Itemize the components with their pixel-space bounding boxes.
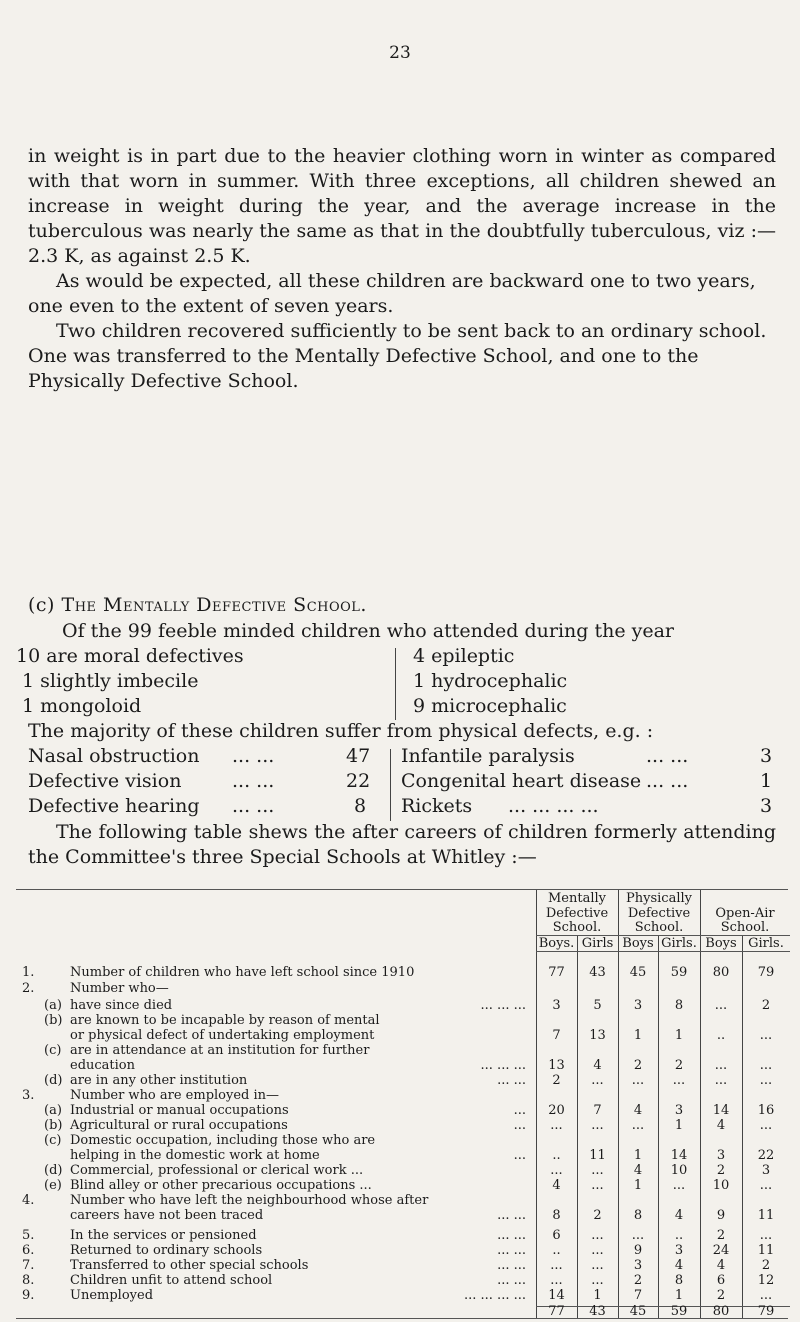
row-4-value-1: 13 xyxy=(589,1028,606,1043)
row-12-value-2: 1 xyxy=(633,1148,643,1163)
row-13-label: Commercial, professional or clerical work ... xyxy=(70,1163,364,1178)
sub-header-0: Boys. xyxy=(538,936,575,951)
row-17-value-5: ... xyxy=(759,1228,773,1243)
row-12-label: helping in the domestic work at home xyxy=(70,1148,320,1163)
row-10-num: (b) xyxy=(44,1118,63,1133)
row-18-value-0: .. xyxy=(552,1243,561,1258)
row-2-value-2: 3 xyxy=(633,998,643,1013)
row-0-value-2: 45 xyxy=(629,965,647,980)
row-20-value-3: 8 xyxy=(674,1273,684,1288)
row-10-dots: ... xyxy=(513,1118,526,1133)
group-header-mentally-3: School. xyxy=(552,920,602,935)
row-9-value-2: 4 xyxy=(633,1103,643,1118)
row-1-num: 2. xyxy=(22,981,35,996)
row-17-value-3: .. xyxy=(674,1228,684,1243)
sub-header-3: Girls. xyxy=(661,936,697,951)
row-5-label: are in attendance at an institution for further xyxy=(70,1043,370,1058)
total-3: 59 xyxy=(670,1304,688,1319)
row-18-value-1: ... xyxy=(591,1243,604,1258)
row-7-value-1: ... xyxy=(591,1073,604,1088)
row-10-value-5: ... xyxy=(759,1118,773,1133)
row-18-value-4: 24 xyxy=(712,1243,730,1258)
row-4-value-5: ... xyxy=(759,1028,773,1043)
group-header-mentally-2: Defective xyxy=(545,906,609,921)
total-0: 77 xyxy=(548,1304,565,1319)
row-14-value-3: ... xyxy=(672,1178,686,1193)
row-9-value-4: 14 xyxy=(712,1103,730,1118)
row-9-value-0: 20 xyxy=(548,1103,565,1118)
page-number: 23 xyxy=(389,43,411,63)
row-7-value-3: ... xyxy=(672,1073,686,1088)
defect-vision-label: Defective vision xyxy=(28,770,182,792)
defect-rickets-label: Rickets xyxy=(401,795,473,817)
section-heading xyxy=(28,594,367,616)
group-header-physically-1: Physically xyxy=(626,891,692,906)
row-6-value-4: ... xyxy=(714,1058,728,1073)
defect-vision-dots: ... ... xyxy=(232,770,275,792)
row-20-value-2: 2 xyxy=(633,1273,643,1288)
row-9-value-3: 3 xyxy=(674,1103,684,1118)
row-4-value-3: 1 xyxy=(674,1028,684,1043)
defect-vision-value: 22 xyxy=(346,770,371,792)
row-4-label: or physical defect of undertaking employment xyxy=(70,1028,375,1043)
row-13-value-3: 10 xyxy=(670,1163,688,1178)
row-17-value-2: ... xyxy=(631,1228,645,1243)
row-11-label: Domestic occupation, including those who are xyxy=(70,1133,376,1148)
defect-heart-dots: ... ... xyxy=(646,770,689,792)
row-16-value-5: 11 xyxy=(757,1208,775,1223)
row-17-value-1: ... xyxy=(591,1228,604,1243)
row-12-value-3: 14 xyxy=(670,1148,688,1163)
row-19-value-3: 4 xyxy=(674,1258,684,1273)
row-13-value-0: ... xyxy=(550,1163,563,1178)
row-10-value-4: 4 xyxy=(716,1118,726,1133)
row-21-value-5: ... xyxy=(759,1288,773,1303)
row-6-value-2: 2 xyxy=(633,1058,643,1073)
row-7-value-4: ... xyxy=(714,1073,728,1088)
defect-hearing-dots: ... ... xyxy=(232,795,275,817)
classification-left-1: 10 are moral defectives xyxy=(16,645,244,667)
row-16-value-1: 2 xyxy=(593,1208,602,1223)
row-21-value-1: 1 xyxy=(593,1288,602,1303)
row-2-dots: ... ... ... xyxy=(480,998,526,1013)
row-16-value-3: 4 xyxy=(674,1208,684,1223)
row-8-num: 3. xyxy=(22,1088,35,1103)
total-4: 80 xyxy=(712,1304,730,1319)
classification-left-2: 1 slightly imbecile xyxy=(22,670,199,692)
row-21-value-0: 14 xyxy=(548,1288,565,1303)
classification-right-2: 1 hydrocephalic xyxy=(413,670,568,692)
row-8-label: Number who are employed in— xyxy=(70,1088,280,1103)
defect-heart-value: 1 xyxy=(760,770,773,792)
row-19-value-0: ... xyxy=(550,1258,563,1273)
row-18-value-3: 3 xyxy=(674,1243,684,1258)
row-21-value-4: 2 xyxy=(716,1288,726,1303)
row-18-dots: ... ... xyxy=(497,1243,526,1258)
row-9-dots: ... xyxy=(513,1103,526,1118)
row-0-value-3: 59 xyxy=(670,965,688,980)
total-1: 43 xyxy=(589,1304,606,1319)
row-0-value-4: 80 xyxy=(712,965,730,980)
section-prefix: (c) xyxy=(28,594,55,616)
group-header-physically-3: School. xyxy=(634,920,684,935)
total-2: 45 xyxy=(629,1304,647,1319)
row-19-dots: ... ... xyxy=(497,1258,526,1273)
row-11-num: (c) xyxy=(44,1133,62,1148)
row-3-label: are known to be incapable by reason of mental xyxy=(70,1013,380,1028)
group-header-physically-2: Defective xyxy=(627,906,691,921)
row-15-num: 4. xyxy=(22,1193,35,1208)
row-12-value-4: 3 xyxy=(716,1148,726,1163)
row-7-value-2: ... xyxy=(631,1073,645,1088)
row-21-label: Unemployed xyxy=(70,1288,154,1303)
row-12-dots: ... xyxy=(513,1148,526,1163)
row-10-value-2: ... xyxy=(631,1118,645,1133)
row-13-value-5: 3 xyxy=(761,1163,771,1178)
row-4-value-4: .. xyxy=(716,1028,726,1043)
paragraph-recovered: Two children recovered sufficiently to be sent back to an ordinary school. One was transferred to the Mentally Defective School, and one to the Physically Defective School. xyxy=(28,320,767,392)
row-18-value-5: 11 xyxy=(757,1243,775,1258)
table-subheader-rule xyxy=(536,951,790,952)
classification-right-3: 9 microcephalic xyxy=(413,695,567,717)
row-13-value-4: 2 xyxy=(716,1163,726,1178)
group-header-openair-1: Open-Air xyxy=(715,906,775,921)
defects-divider xyxy=(390,749,391,821)
row-10-value-3: 1 xyxy=(674,1118,684,1133)
majority-sentence: The majority of these children suffer from physical defects, e.g. : xyxy=(28,720,654,742)
row-0-value-1: 43 xyxy=(589,965,606,980)
row-0-num: 1. xyxy=(22,965,35,980)
row-19-value-1: ... xyxy=(591,1258,604,1273)
row-16-value-4: 9 xyxy=(716,1208,726,1223)
row-2-value-3: 8 xyxy=(674,998,684,1013)
row-2-value-0: 3 xyxy=(552,998,561,1013)
row-2-label: have since died xyxy=(70,998,173,1013)
row-16-value-2: 8 xyxy=(633,1208,643,1223)
row-2-num: (a) xyxy=(44,998,62,1013)
row-17-label: In the services or pensioned xyxy=(70,1228,257,1243)
row-19-value-4: 4 xyxy=(716,1258,726,1273)
row-16-dots: ... ... xyxy=(497,1208,526,1223)
sub-header-4: Boys xyxy=(705,936,737,951)
defect-paralysis-label: Infantile paralysis xyxy=(401,745,575,767)
row-21-value-2: 7 xyxy=(633,1288,643,1303)
paragraph-backward: As would be expected, all these children are backward one to two years, one even to the extent of seven years. xyxy=(28,270,756,317)
row-18-value-2: 9 xyxy=(633,1243,643,1258)
row-16-value-0: 8 xyxy=(552,1208,561,1223)
row-2-value-1: 5 xyxy=(593,998,602,1013)
classification-right-1: 4 epileptic xyxy=(413,645,515,667)
defect-paralysis-value: 3 xyxy=(760,745,773,767)
row-13-value-1: ... xyxy=(591,1163,604,1178)
row-4-value-0: 7 xyxy=(552,1028,561,1043)
row-6-value-3: 2 xyxy=(674,1058,684,1073)
row-17-value-0: 6 xyxy=(552,1228,561,1243)
row-9-num: (a) xyxy=(44,1103,62,1118)
row-14-value-0: 4 xyxy=(552,1178,561,1193)
row-7-dots: ... ... xyxy=(497,1073,526,1088)
defect-rickets-dots: ... ... ... ... xyxy=(508,795,599,817)
following-table-intro: The following table shews the after careers of children formerly attending the Committee's three Special Schools at Whitley :— xyxy=(28,821,776,868)
row-19-label: Transferred to other special schools xyxy=(70,1258,309,1273)
row-7-value-0: 2 xyxy=(552,1073,561,1088)
defect-hearing-label: Defective hearing xyxy=(28,795,200,817)
row-6-value-5: ... xyxy=(759,1058,773,1073)
classification-divider xyxy=(395,648,396,720)
row-10-value-0: ... xyxy=(550,1118,563,1133)
section-title: The Mentally Defective School. xyxy=(61,594,367,616)
row-10-value-1: ... xyxy=(591,1118,604,1133)
row-6-value-1: 4 xyxy=(593,1058,602,1073)
row-14-value-4: 10 xyxy=(712,1178,730,1193)
row-0-value-5: 79 xyxy=(757,965,775,980)
sub-header-2: Boys xyxy=(622,936,654,951)
defect-rickets-value: 3 xyxy=(760,795,773,817)
sub-header-1: Girls xyxy=(581,936,614,951)
row-20-value-5: 12 xyxy=(757,1273,775,1288)
row-1-label: Number who— xyxy=(70,981,169,996)
row-0-label: Number of children who have left school since 1910 xyxy=(70,965,415,980)
row-6-dots: ... ... ... xyxy=(480,1058,526,1073)
paragraph-clothing: in weight is in part due to the heavier clothing worn in winter as compared with that worn in summer. With three exceptions, all children shewed an increase in weight during the year, and the average increase in the tuberculous was nearly the same as that in the doubtfully tuberculous, viz :—2.3 K, as against 2.5 K. xyxy=(28,145,776,267)
group-header-openair-2: School. xyxy=(720,920,770,935)
row-12-value-0: .. xyxy=(552,1148,561,1163)
row-12-value-5: 22 xyxy=(757,1148,775,1163)
row-17-value-4: 2 xyxy=(716,1228,726,1243)
defect-nasal-value: 47 xyxy=(346,745,371,767)
defect-nasal-label: Nasal obstruction xyxy=(28,745,200,767)
feeble-minded-intro: Of the 99 feeble minded children who attended during the year xyxy=(62,620,675,642)
row-21-num: 9. xyxy=(22,1288,35,1303)
table-top-rule xyxy=(16,889,788,890)
row-7-label: are in any other institution xyxy=(70,1073,248,1088)
row-14-value-5: ... xyxy=(759,1178,773,1193)
row-19-value-2: 3 xyxy=(633,1258,643,1273)
defect-hearing-value: 8 xyxy=(354,795,367,817)
row-20-label: Children unfit to attend school xyxy=(70,1273,273,1288)
row-21-value-3: 1 xyxy=(674,1288,684,1303)
row-3-num: (b) xyxy=(44,1013,63,1028)
row-14-label: Blind alley or other precarious occupations ... xyxy=(70,1178,372,1193)
row-6-label: education xyxy=(70,1058,135,1073)
row-13-value-2: 4 xyxy=(633,1163,643,1178)
row-10-label: Agricultural or rural occupations xyxy=(70,1118,288,1133)
row-9-label: Industrial or manual occupations xyxy=(70,1103,289,1118)
row-0-value-0: 77 xyxy=(548,965,565,980)
row-7-num: (d) xyxy=(44,1073,63,1088)
defect-paralysis-dots: ... ... xyxy=(646,745,689,767)
row-17-num: 5. xyxy=(22,1228,35,1243)
row-2-value-5: 2 xyxy=(761,998,771,1013)
row-7-value-5: ... xyxy=(759,1073,773,1088)
row-14-num: (e) xyxy=(44,1178,62,1193)
row-21-dots: ... ... ... ... xyxy=(464,1288,526,1303)
sub-header-5: Girls. xyxy=(748,936,784,951)
row-19-num: 7. xyxy=(22,1258,35,1273)
row-9-value-5: 16 xyxy=(757,1103,775,1118)
row-6-value-0: 13 xyxy=(548,1058,565,1073)
row-16-label: careers have not been traced xyxy=(70,1208,264,1223)
row-14-value-1: ... xyxy=(591,1178,604,1193)
row-19-value-5: 2 xyxy=(761,1258,771,1273)
total-5: 79 xyxy=(757,1304,775,1319)
row-17-dots: ... ... xyxy=(497,1228,526,1243)
row-20-num: 8. xyxy=(22,1273,35,1288)
row-18-num: 6. xyxy=(22,1243,35,1258)
row-5-num: (c) xyxy=(44,1043,62,1058)
defect-heart-label: Congenital heart disease xyxy=(401,770,642,792)
row-13-num: (d) xyxy=(44,1163,63,1178)
row-14-value-2: 1 xyxy=(633,1178,643,1193)
classification-left-3: 1 mongoloid xyxy=(22,695,142,717)
row-20-dots: ... ... xyxy=(497,1273,526,1288)
row-20-value-0: ... xyxy=(550,1273,563,1288)
row-15-label: Number who have left the neighbourhood whose after xyxy=(70,1193,429,1208)
defect-nasal-dots: ... ... xyxy=(232,745,275,767)
group-header-mentally-1: Mentally xyxy=(547,891,606,906)
row-18-label: Returned to ordinary schools xyxy=(70,1243,263,1258)
row-4-value-2: 1 xyxy=(633,1028,643,1043)
row-2-value-4: ... xyxy=(714,998,728,1013)
row-20-value-1: ... xyxy=(591,1273,604,1288)
row-12-value-1: 11 xyxy=(589,1148,606,1163)
row-20-value-4: 6 xyxy=(716,1273,726,1288)
row-9-value-1: 7 xyxy=(593,1103,602,1118)
